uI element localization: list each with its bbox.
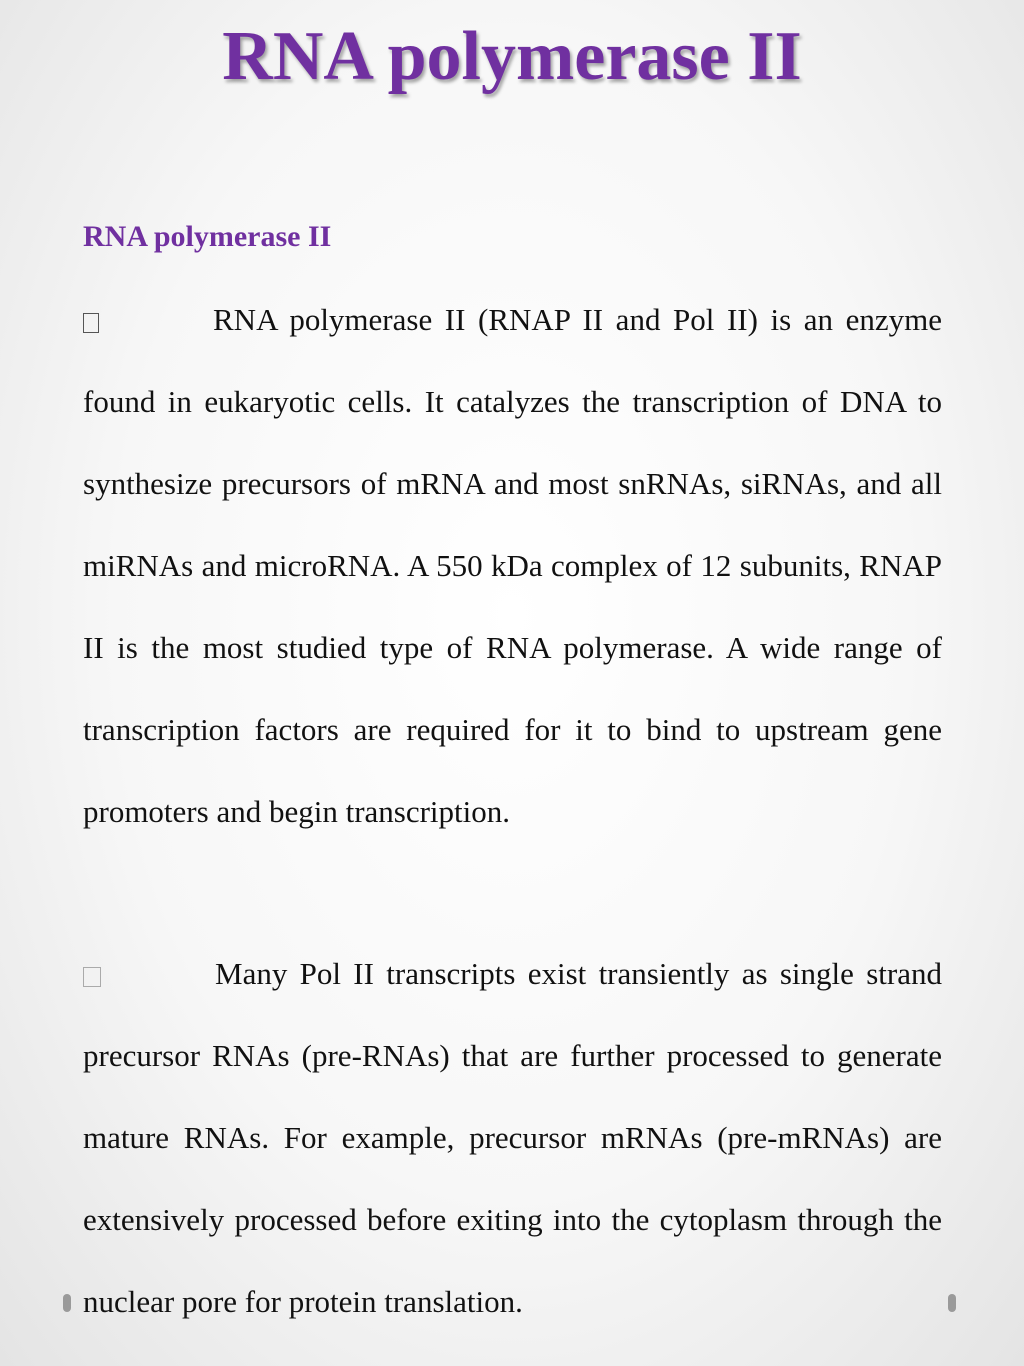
paragraph-2 [83,933,942,1343]
paragraph-1 [83,279,942,853]
decorative-dot-icon [948,1294,956,1312]
slide-title: RNA polymerase II [222,18,802,95]
paragraph-1-text: RNA polymerase II (RNAP II and Pol II) is an enzyme found in eukaryotic cells. It catalyzes the transcription of DNA to synthesize precursors of mRNA and most snRNAs, siRNAs, and all miRNAs and microRNA. A 550 kDa complex of 12 subunits, RNAP II is the most studied type of RNA polymerase. A wide range of transcription factors are required for it to bind to upstream gene promoters and begin transcription. [83,302,942,829]
missing-glyph-box-icon [83,967,101,987]
missing-glyph-box-icon [83,313,99,333]
decorative-dot-icon [63,1294,71,1312]
paragraph-2-text: Many Pol II transcripts exist transiently as single strand precursor RNAs (pre-RNAs) that are further processed to generate mature RNAs. For example, precursor mRNAs (pre-mRNAs) are extensively processed before exiting into the cytoplasm through the nuclear pore for protein translation. [83,956,942,1319]
section-heading: RNA polymerase II [83,220,332,253]
